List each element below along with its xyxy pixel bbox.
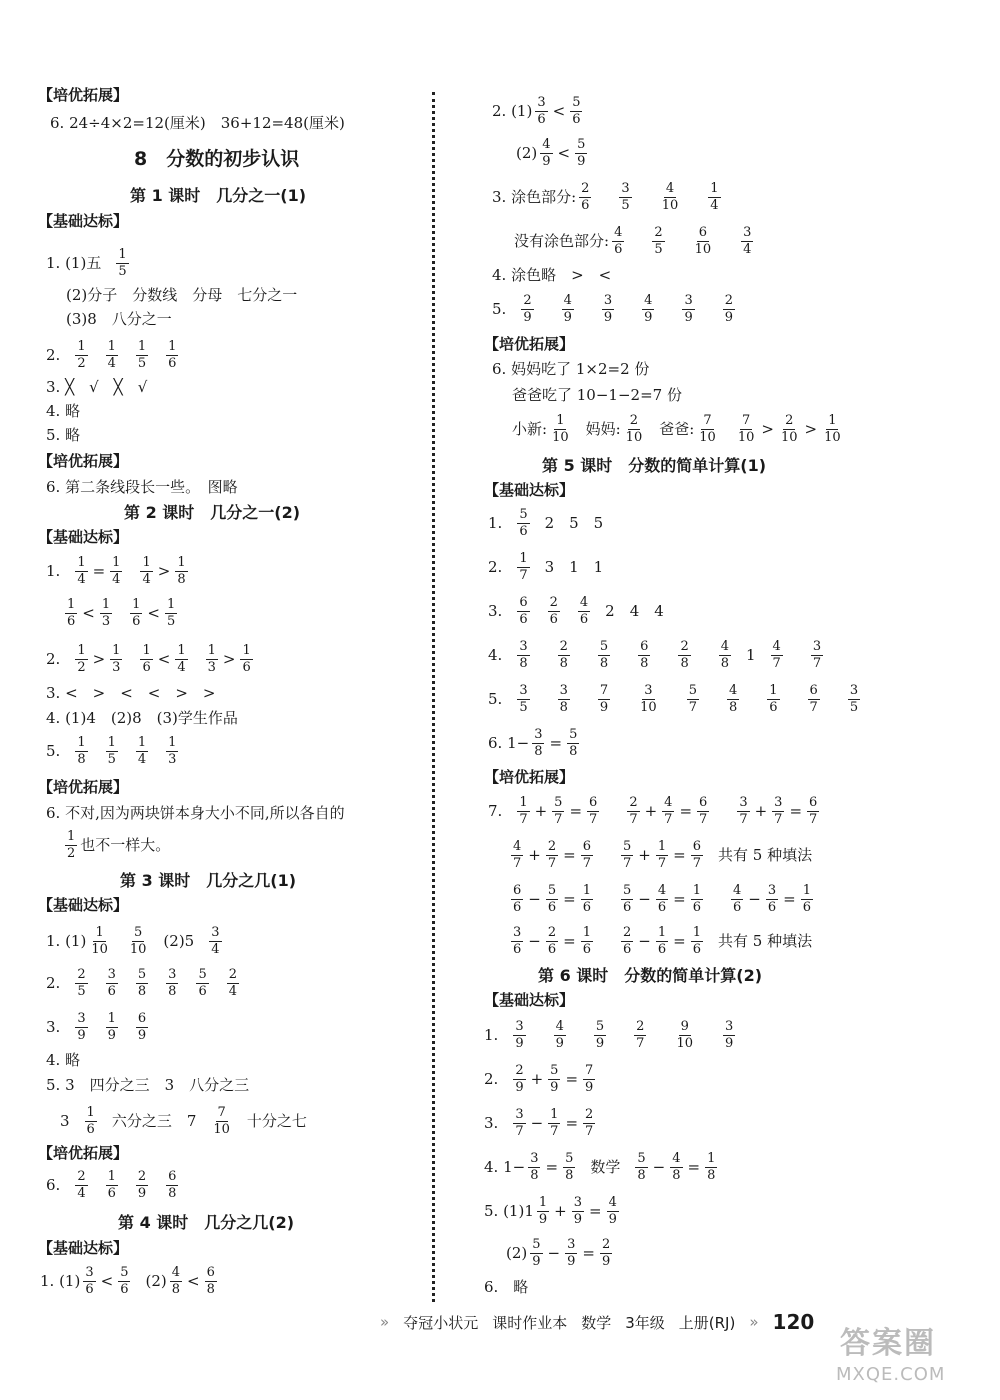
fraction: $\frac{6}{8}$ — [168, 1169, 177, 1201]
answer-line: (2)分子 分数线 分母 七分之一 — [66, 286, 298, 304]
answer-line: 小新: $\frac{1}{10}$ 妈妈: $\frac{2}{10}$ 爸爸: $\frac{7}{10}$ $\frac{7}{10}$ > $\frac{2}{10}$ > $\frac{1}{10}$ — [512, 413, 841, 445]
fraction: $\frac{3}{4}$ — [211, 925, 220, 957]
fraction: $\frac{2}{8}$ — [559, 639, 568, 671]
fraction: $\frac{3}{8}$ — [519, 639, 528, 671]
fraction: $\frac{4}{7}$ — [772, 639, 781, 671]
answer-text: 十分之七 — [246, 1111, 307, 1130]
answer-text: 2 5 5 — [544, 513, 604, 532]
answer-text: 也不一样大。 — [80, 835, 171, 854]
fraction: $\frac{6}{7}$ — [692, 839, 701, 871]
fraction: $\frac{4}{7}$ — [664, 795, 673, 827]
fraction: $\frac{1}{8}$ — [177, 555, 186, 587]
answer-label: 4. 1− — [484, 1157, 526, 1176]
footer-grade: 3年级 — [625, 1313, 665, 1332]
fraction: $\frac{3}{7}$ — [739, 795, 748, 827]
answer-label: (2) — [506, 1243, 528, 1262]
answer-label: 没有涂色部分: — [514, 231, 610, 250]
answer-line — [488, 508, 603, 538]
answer-line — [488, 552, 603, 582]
lesson-title: 第 5 课时 分数的简单计算(1) — [542, 456, 767, 475]
fraction: $\frac{2}{10}$ — [625, 413, 643, 445]
fraction: $\frac{1}{6}$ — [132, 597, 141, 629]
fraction: $\frac{1}{5}$ — [107, 735, 116, 767]
answer-text: 数学 — [590, 1157, 621, 1176]
answer-line: (2) $\frac{5}{9}$ − $\frac{3}{9}$ = $\frac{2}{9}$ — [506, 1237, 611, 1269]
answer-text: 2 4 4 — [605, 601, 664, 620]
fraction: $\frac{3}{6}$ — [85, 1265, 94, 1297]
fraction: $\frac{2}{5}$ — [77, 967, 86, 999]
answer-line: (3)8 八分之一 — [66, 310, 172, 328]
fraction: $\frac{4}{9}$ — [563, 293, 572, 325]
watermark — [828, 1318, 978, 1398]
fraction: $\frac{3}{5}$ — [849, 683, 859, 715]
answer-line — [62, 830, 170, 860]
fraction: $\frac{6}{8}$ — [206, 1265, 215, 1297]
fraction: $\frac{5}{6}$ — [572, 95, 581, 127]
answer-line: 6. 妈妈吃了 1×2=2 份 — [492, 360, 650, 378]
fraction: $\frac{1}{2}$ — [77, 339, 86, 371]
fraction: $\frac{3}{6}$ — [767, 883, 777, 915]
answer-line: 5. (1)1 $\frac{1}{9}$ + $\frac{3}{9}$ = $\frac{4}{9}$ — [484, 1195, 617, 1227]
answer-label: 3. — [484, 1113, 499, 1132]
fraction: $\frac{4}{10}$ — [661, 181, 679, 213]
fraction: $\frac{1}{3}$ — [207, 643, 216, 675]
section-heading: 【基础达标】 — [484, 991, 575, 1009]
answer-text: 3 — [60, 1111, 70, 1130]
answer-label: 小新: — [512, 419, 548, 438]
chapter-title: 8 分数的初步认识 — [134, 148, 300, 170]
fraction: $\frac{9}{10}$ — [676, 1019, 693, 1051]
answer-line — [46, 248, 132, 278]
answer-line — [488, 684, 863, 714]
answer-line: 2. $\frac{2}{9}$ + $\frac{5}{9}$ = $\frac{7}{9}$ — [484, 1063, 594, 1095]
fraction: $\frac{3}{9}$ — [603, 293, 613, 325]
fraction: $\frac{1}{2}$ — [67, 829, 76, 861]
fraction: $\frac{4}{7}$ — [513, 839, 522, 871]
section-heading: 【培优拓展】 — [38, 1144, 129, 1162]
fraction: $\frac{3}{7}$ — [515, 1107, 524, 1139]
section-heading: 【基础达标】 — [38, 528, 129, 546]
fraction: $\frac{2}{9}$ — [137, 1169, 147, 1201]
fraction: $\frac{5}{8}$ — [569, 727, 578, 759]
answer-line: 爸爸吃了 10−1−2=7 份 — [512, 386, 682, 404]
fraction: $\frac{2}{6}$ — [549, 595, 558, 627]
fraction: $\frac{5}{6}$ — [623, 883, 632, 915]
fraction: $\frac{5}{7}$ — [623, 839, 632, 871]
fraction: $\frac{5}{9}$ — [577, 137, 586, 169]
answer-label: 2. — [488, 557, 503, 576]
fraction: $\frac{7}{9}$ — [585, 1063, 594, 1095]
fraction: $\frac{2}{4}$ — [228, 967, 237, 999]
fraction: $\frac{1}{6}$ — [67, 597, 76, 629]
answer-line — [488, 596, 664, 626]
fraction: $\frac{4}{8}$ — [728, 683, 738, 715]
fraction: $\frac{5}{6}$ — [198, 967, 207, 999]
answer-label: 妈妈: — [585, 419, 621, 438]
section-heading: 【培优拓展】 — [484, 335, 575, 353]
answer-label: 4. — [488, 645, 503, 664]
answer-label: 2. — [46, 973, 61, 992]
fraction: $\frac{5}{7}$ — [688, 683, 697, 715]
answer-line — [492, 294, 738, 324]
answer-label: 爸爸: — [659, 419, 695, 438]
fraction: $\frac{3}{5}$ — [621, 181, 630, 213]
fraction: $\frac{1}{3}$ — [168, 735, 177, 767]
fraction: $\frac{3}{9}$ — [77, 1011, 86, 1043]
fraction: $\frac{1}{7}$ — [550, 1107, 559, 1139]
fraction: $\frac{5}{6}$ — [547, 883, 557, 915]
footer-book: 课时作业本 — [492, 1313, 568, 1332]
answer-line: 1. (1) $\frac{3}{6}$ < $\frac{5}{6}$ (2) $\frac{4}{8}$ < $\frac{6}{8}$ — [40, 1265, 215, 1297]
fraction: $\frac{6}{7}$ — [589, 795, 598, 827]
fraction: $\frac{1}{3}$ — [112, 643, 121, 675]
fraction: $\frac{2}{8}$ — [680, 639, 689, 671]
fraction: $\frac{6}{7}$ — [809, 683, 818, 715]
fraction: $\frac{5}{9}$ — [550, 1063, 559, 1095]
answer-line: 6. 第二条线段长一些。 图略 — [46, 478, 238, 496]
answer-line: $\frac{6}{6}$ − $\frac{5}{6}$ = $\frac{1}{6}$ $\frac{5}{6}$ − $\frac{4}{6}$ = $\frac{1}{6}$ $\frac{4}{6}$ − $\frac{3}{6}$ = $\frac{1}{6}$ — [513, 883, 811, 915]
fraction: $\frac{1}{6}$ — [242, 643, 251, 675]
answer-label: 3. — [46, 1017, 61, 1036]
fraction: $\frac{5}{8}$ — [565, 1151, 574, 1183]
fraction: $\frac{3}{4}$ — [743, 225, 752, 257]
answer-label: 7. — [488, 801, 503, 820]
fraction: $\frac{1}{9}$ — [538, 1195, 548, 1227]
fraction: $\frac{4}{9}$ — [555, 1019, 564, 1051]
fraction: $\frac{4}{6}$ — [579, 595, 589, 627]
fraction: $\frac{6}{7}$ — [809, 795, 818, 827]
fraction: $\frac{1}{4}$ — [112, 555, 121, 587]
fraction: $\frac{1}{10}$ — [91, 925, 108, 957]
fraction: $\frac{4}{6}$ — [614, 225, 623, 257]
answer-label: 1. — [488, 513, 503, 532]
answer-line — [492, 182, 724, 212]
fraction: $\frac{3}{9}$ — [684, 293, 693, 325]
fraction: $\frac{2}{7}$ — [547, 839, 557, 871]
fraction: $\frac{1}{8}$ — [77, 735, 86, 767]
fraction: $\frac{1}{4}$ — [142, 555, 151, 587]
fraction: $\frac{3}{5}$ — [519, 683, 528, 715]
fraction: $\frac{1}{4}$ — [77, 555, 86, 587]
page-number: 120 — [772, 1310, 815, 1334]
fraction: $\frac{5}{8}$ — [637, 1151, 646, 1183]
answer-label: 2. — [484, 1069, 499, 1088]
fraction: $\frac{5}{6}$ — [519, 507, 528, 539]
fraction: $\frac{1}{6}$ — [582, 925, 591, 957]
watermark-text: 答案圈 — [840, 1326, 936, 1361]
answer-line: 5. 3 四分之三 3 八分之三 — [46, 1076, 250, 1094]
lesson-title: 第 2 课时 几分之一(2) — [124, 503, 301, 522]
lesson-title: 第 3 课时 几分之几(1) — [120, 871, 297, 890]
watermark-url: MXQE.COM — [836, 1364, 946, 1385]
footer-brand: 夺冠小状元 — [403, 1313, 479, 1332]
fraction: $\frac{6}{9}$ — [137, 1011, 147, 1043]
fraction: $\frac{3}{6}$ — [537, 95, 546, 127]
answer-text: 3 1 1 — [544, 557, 604, 576]
fraction: $\frac{1}{6}$ — [692, 883, 701, 915]
fraction: $\frac{3}{9}$ — [724, 1019, 734, 1051]
fraction: $\frac{4}{9}$ — [644, 293, 653, 325]
answer-line: 1. $\frac{1}{4}$ = $\frac{1}{4}$ $\frac{1}{4}$ > $\frac{1}{8}$ — [46, 555, 186, 587]
answer-line — [46, 1012, 151, 1042]
section-heading: 【培优拓展】 — [484, 768, 575, 786]
fraction: $\frac{1}{10}$ — [824, 413, 841, 445]
lesson-title: 第 4 课时 几分之几(2) — [118, 1213, 295, 1232]
fraction: $\frac{5}{8}$ — [599, 639, 609, 671]
section-heading: 【基础达标】 — [38, 896, 129, 914]
fraction: $\frac{1}{6}$ — [692, 925, 701, 957]
answer-label: 1. (1)五 — [46, 253, 102, 272]
answer-line: 6. 略 — [484, 1278, 529, 1296]
fraction: $\frac{1}{8}$ — [707, 1151, 716, 1183]
lesson-title: 第 1 课时 几分之一(1) — [130, 186, 307, 205]
fraction: $\frac{4}{9}$ — [542, 137, 551, 169]
fraction: $\frac{6}{8}$ — [640, 639, 649, 671]
fraction: $\frac{3}{6}$ — [107, 967, 116, 999]
fraction: $\frac{4}{6}$ — [733, 883, 742, 915]
answer-label: (2) — [516, 143, 538, 162]
answer-text: 六分之三 7 — [111, 1111, 197, 1130]
fraction: $\frac{1}{6}$ — [168, 339, 177, 371]
fraction: $\frac{3}{9}$ — [567, 1237, 576, 1269]
fraction: $\frac{1}{3}$ — [101, 597, 111, 629]
answer-line: 4. (1)4 (2)8 (3)学生作品 — [46, 709, 238, 727]
answer-line: 6. 1− $\frac{3}{8}$ = $\frac{5}{8}$ — [488, 727, 578, 759]
fraction: $\frac{6}{7}$ — [582, 839, 591, 871]
answer-line: 4. 略 — [46, 1051, 81, 1069]
chevron-right-icon: » — [380, 1313, 390, 1331]
fraction: $\frac{2}{7}$ — [585, 1107, 594, 1139]
fraction: $\frac{7}{10}$ — [213, 1105, 230, 1137]
fraction: $\frac{1}{6}$ — [86, 1105, 95, 1137]
answer-line: 3. $\frac{3}{7}$ − $\frac{1}{7}$ = $\frac{2}{7}$ — [484, 1107, 594, 1139]
fraction: $\frac{6}{7}$ — [699, 795, 708, 827]
answer-label: 1. (1) — [46, 931, 87, 950]
fraction: $\frac{5}{7}$ — [554, 795, 563, 827]
fraction: $\frac{5}{9}$ — [595, 1019, 605, 1051]
answer-label: 3. 涂色部分: — [492, 187, 577, 206]
fraction: $\frac{5}{8}$ — [137, 967, 147, 999]
answer-line: $\frac{1}{6}$ < $\frac{1}{3}$ $\frac{1}{6}$ < $\frac{1}{5}$ — [67, 597, 176, 629]
answer-label: 2. — [46, 649, 61, 668]
fraction: $\frac{3}{8}$ — [168, 967, 177, 999]
fraction: $\frac{3}{7}$ — [774, 795, 783, 827]
answer-line: 6. 不对,因为两块饼本身大小不同,所以各自的 — [46, 804, 345, 822]
answer-line — [46, 340, 181, 370]
fraction: $\frac{1}{6}$ — [769, 683, 778, 715]
fraction: $\frac{5}{6}$ — [120, 1265, 129, 1297]
fraction: $\frac{2}{9}$ — [724, 293, 733, 325]
fraction: $\frac{2}{9}$ — [515, 1063, 524, 1095]
fraction: $\frac{2}{9}$ — [601, 1237, 611, 1269]
answer-line: 6. 24÷4×2=12(厘米) 36+12=48(厘米) — [50, 114, 345, 132]
fraction: $\frac{2}{5}$ — [654, 225, 663, 257]
answer-label: 5. — [492, 299, 507, 318]
answer-label: 6. 1− — [488, 733, 530, 752]
fraction: $\frac{2}{4}$ — [77, 1169, 86, 1201]
fraction: $\frac{6}{10}$ — [694, 225, 712, 257]
lesson-title: 第 6 课时 分数的简单计算(2) — [538, 966, 763, 985]
fraction: $\frac{1}{6}$ — [582, 883, 591, 915]
answer-line — [514, 226, 756, 256]
fraction: $\frac{1}{6}$ — [657, 925, 667, 957]
answer-line: 2. (1) $\frac{3}{6}$ < $\frac{5}{6}$ — [492, 95, 581, 127]
answer-line — [46, 1170, 181, 1200]
footer-volume: 上册(RJ) — [678, 1313, 736, 1332]
fraction: $\frac{1}{10}$ — [552, 413, 569, 445]
fraction: $\frac{1}{2}$ — [77, 643, 86, 675]
footer-subject: 数学 — [581, 1313, 612, 1332]
answer-line — [46, 736, 181, 766]
answer-line: 4. 略 — [46, 402, 81, 420]
page-footer — [380, 1310, 828, 1334]
answer-label: 5. — [46, 741, 61, 760]
answer-line: 2. $\frac{1}{2}$ > $\frac{1}{3}$ $\frac{1}{6}$ < $\frac{1}{4}$ $\frac{1}{3}$ > $\frac{1}{6}$ — [46, 643, 251, 675]
answer-label: 1. — [484, 1025, 499, 1044]
fraction: $\frac{1}{4}$ — [137, 735, 147, 767]
fraction: $\frac{7}{9}$ — [599, 683, 609, 715]
section-heading: 【培优拓展】 — [38, 86, 129, 104]
answer-line: 5. 略 — [46, 426, 81, 444]
fraction: $\frac{1}{7}$ — [657, 839, 667, 871]
fraction: $\frac{1}{4}$ — [177, 643, 186, 675]
fraction: $\frac{1}{5}$ — [137, 339, 147, 371]
answer-line: 3. ╳ √ ╳ √ — [46, 378, 148, 396]
fraction: $\frac{3}{8}$ — [530, 1151, 539, 1183]
fraction: $\frac{2}{7}$ — [636, 1019, 645, 1051]
fraction: $\frac{1}{4}$ — [107, 339, 116, 371]
fraction: $\frac{5}{9}$ — [532, 1237, 541, 1269]
fraction: $\frac{3}{9}$ — [573, 1195, 583, 1227]
answer-text: 1 — [746, 645, 756, 664]
answer-text: (2) — [145, 1271, 167, 1290]
section-heading: 【培优拓展】 — [38, 778, 129, 796]
answer-label: 3. — [488, 601, 503, 620]
fraction: $\frac{2}{9}$ — [523, 293, 532, 325]
answer-line: (2) $\frac{4}{9}$ < $\frac{5}{9}$ — [516, 137, 586, 169]
fraction: $\frac{4}{8}$ — [720, 639, 729, 671]
fraction: $\frac{1}{4}$ — [710, 181, 719, 213]
answer-line: 4. 涂色略 > < — [492, 266, 612, 284]
chevron-right-icon: » — [749, 1313, 759, 1331]
answer-text: (2)5 — [163, 931, 195, 950]
fraction: $\frac{2}{6}$ — [547, 925, 557, 957]
fraction: $\frac{1}{6}$ — [802, 883, 811, 915]
fraction: $\frac{7}{10}$ — [699, 413, 716, 445]
fraction: $\frac{2}{6}$ — [581, 181, 590, 213]
answer-line: 3. < > < < > > — [46, 684, 216, 702]
fraction: $\frac{1}{6}$ — [142, 643, 151, 675]
section-heading: 【培优拓展】 — [38, 452, 129, 470]
answer-text: 共有 5 种填法 — [718, 931, 813, 950]
fraction: $\frac{4}{8}$ — [171, 1265, 180, 1297]
column-divider — [432, 92, 435, 1302]
answer-line — [46, 968, 242, 998]
section-heading: 【基础达标】 — [38, 1239, 129, 1257]
fraction: $\frac{7}{10}$ — [737, 413, 755, 445]
answer-label: 5. (1)1 — [484, 1201, 534, 1220]
answer-label: 2. — [46, 345, 61, 364]
answer-label: 2. (1) — [492, 101, 533, 120]
fraction: $\frac{5}{10}$ — [129, 925, 147, 957]
answer-line: $\frac{3}{6}$ − $\frac{2}{6}$ = $\frac{1}{6}$ $\frac{2}{6}$ − $\frac{1}{6}$ = $\frac{1}{6}$ 共有 5 种填法 — [513, 925, 813, 957]
answer-label: 1. — [46, 561, 61, 580]
answer-line: 4. 1− $\frac{3}{8}$ = $\frac{5}{8}$ 数学 $\frac{5}{8}$ − $\frac{4}{8}$ = $\frac{1}{8}$ — [484, 1151, 716, 1183]
fraction: $\frac{1}{6}$ — [107, 1169, 116, 1201]
fraction: $\frac{4}{8}$ — [672, 1151, 681, 1183]
fraction: $\frac{3}{9}$ — [515, 1019, 524, 1051]
answer-label: 1. (1) — [40, 1271, 81, 1290]
answer-line — [488, 640, 826, 670]
answer-label: 6. — [46, 1175, 61, 1194]
fraction: $\frac{3}{10}$ — [640, 683, 657, 715]
fraction: $\frac{3}{7}$ — [812, 639, 822, 671]
fraction: $\frac{3}{6}$ — [513, 925, 522, 957]
fraction: $\frac{3}{8}$ — [534, 727, 543, 759]
fraction: $\frac{2}{10}$ — [780, 413, 798, 445]
fraction: $\frac{1}{5}$ — [167, 597, 176, 629]
fraction: $\frac{6}{6}$ — [513, 883, 522, 915]
section-heading: 【基础达标】 — [38, 212, 129, 230]
fraction: $\frac{2}{6}$ — [623, 925, 632, 957]
fraction: $\frac{4}{9}$ — [608, 1195, 617, 1227]
fraction: $\frac{1}{9}$ — [107, 1011, 116, 1043]
section-heading: 【基础达标】 — [484, 481, 575, 499]
fraction: $\frac{3}{8}$ — [559, 683, 568, 715]
fraction: $\frac{1}{7}$ — [519, 551, 528, 583]
answer-label: 5. — [488, 689, 503, 708]
answer-line — [46, 926, 225, 956]
fraction: $\frac{4}{6}$ — [657, 883, 667, 915]
answer-line — [60, 1106, 307, 1136]
fraction: $\frac{1}{7}$ — [519, 795, 528, 827]
answer-line: $\frac{4}{7}$ + $\frac{2}{7}$ = $\frac{6}{7}$ $\frac{5}{7}$ + $\frac{1}{7}$ = $\frac{6}{7}$ 共有 5 种填法 — [513, 839, 813, 871]
answer-line: 7. $\frac{1}{7}$ + $\frac{5}{7}$ = $\frac{6}{7}$ $\frac{2}{7}$ + $\frac{4}{7}$ = $\frac{6}{7}$ $\frac{3}{7}$ + $\frac{3}{7}$ = $\frac{6}{7}$ — [488, 795, 818, 827]
fraction: $\frac{6}{6}$ — [519, 595, 528, 627]
answer-line — [484, 1020, 738, 1050]
fraction: $\frac{2}{7}$ — [629, 795, 638, 827]
fraction: $\frac{1}{5}$ — [118, 247, 127, 279]
answer-text: 共有 5 种填法 — [718, 845, 813, 864]
